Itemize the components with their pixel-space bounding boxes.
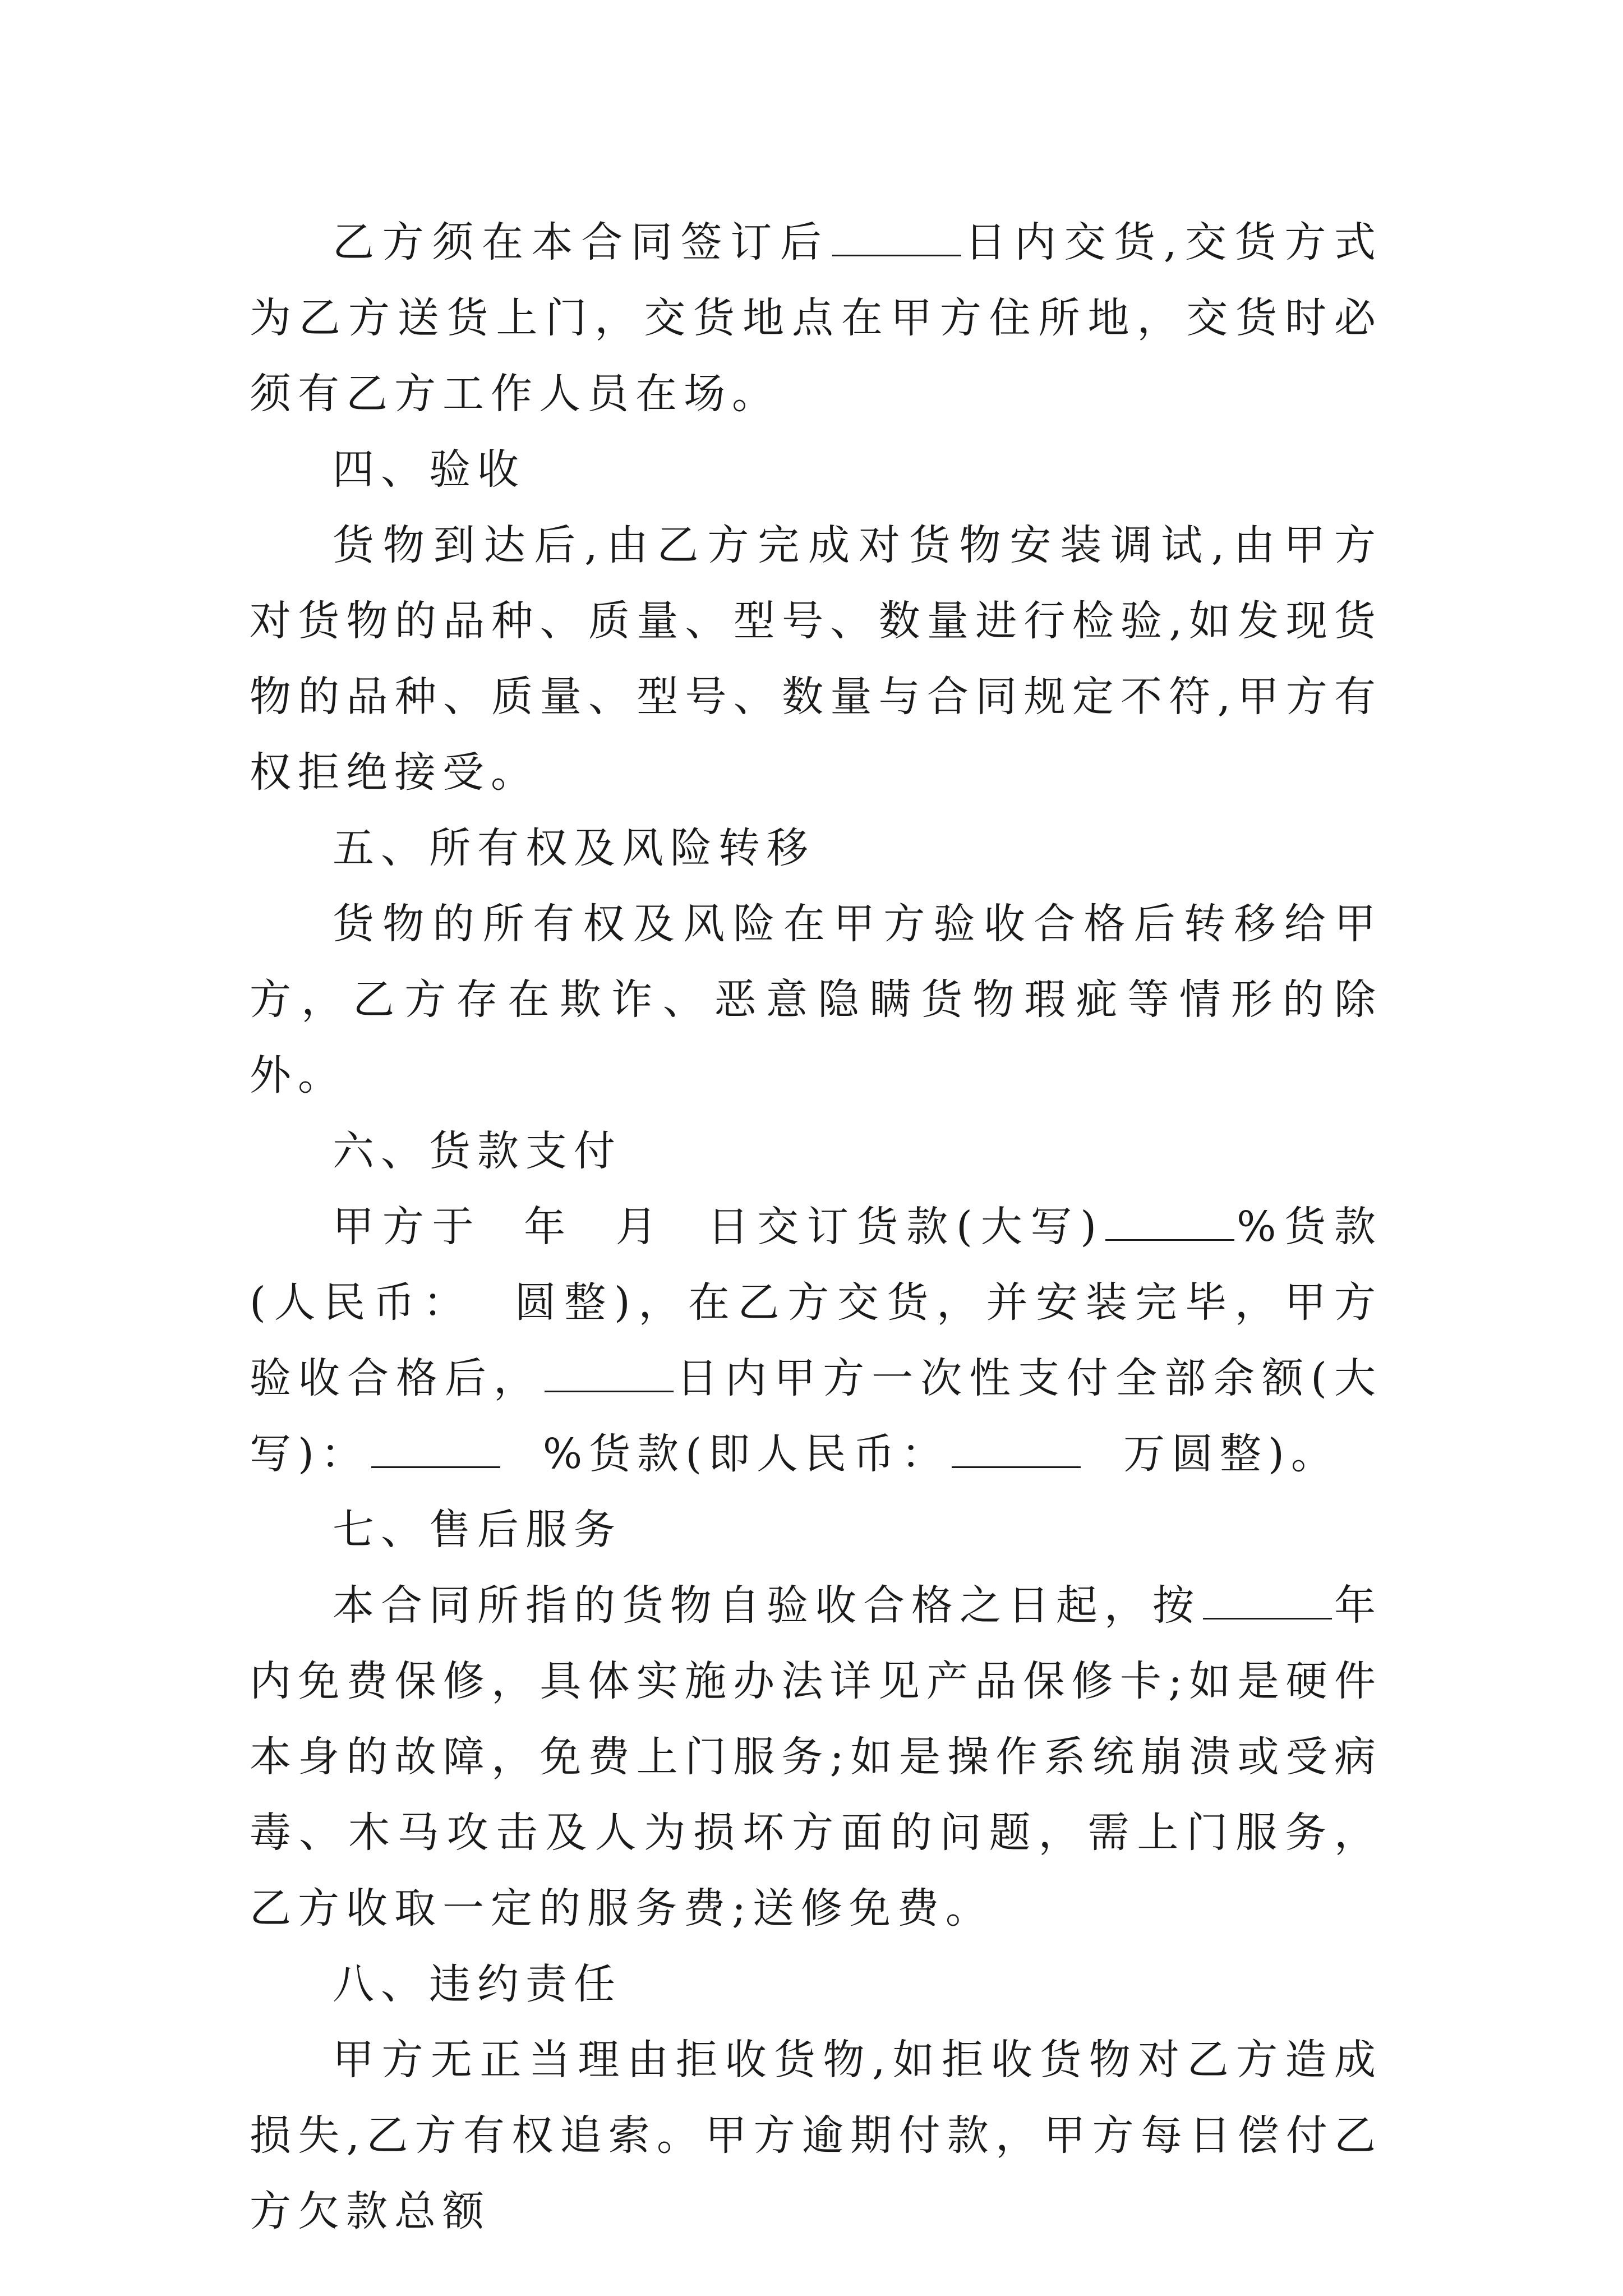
acceptance-paragraph: 货物到达后,由乙方完成对货物安装调试,由甲方对货物的品种、质量、型号、数量进行检验,如发现货物的品种、质量、型号、数量与合同规定不符,甲方有权拒绝接受。 bbox=[250, 521, 1382, 797]
payment-month-label: 月 bbox=[614, 1203, 666, 1251]
payment-text-9: 万圆整)。 bbox=[1123, 1430, 1339, 1478]
delivery-paragraph bbox=[250, 205, 1382, 432]
balance-amount-blank[interactable] bbox=[952, 1423, 1081, 1468]
delivery-days-blank[interactable] bbox=[832, 211, 961, 256]
payment-text-7: 日内甲方一次性支付全部余额(大写)： bbox=[250, 1354, 1383, 1478]
liability-paragraph: 甲方无正当理由拒收货物,如拒收货物对乙方造成损失,乙方有权追索。甲方逾期付款，甲方每日偿付乙方欠款总额 bbox=[250, 2036, 1382, 2235]
contract-text bbox=[250, 205, 1382, 2249]
payment-text-1: 甲方于 bbox=[333, 1203, 482, 1251]
balance-percent-blank[interactable] bbox=[371, 1423, 500, 1468]
liability-heading: 八、违约责任 bbox=[333, 1960, 622, 2008]
delivery-text-2: 日内交货,交货方式为乙方送货上门，交货地点在甲方住所地，交货时必须有乙方工作人员在场。 bbox=[250, 218, 1382, 418]
ownership-heading: 五、所有权及风险转移 bbox=[333, 824, 815, 872]
payment-text-4: 日交订货款(大写) bbox=[706, 1203, 1104, 1251]
warranty-years-blank[interactable] bbox=[1203, 1574, 1332, 1619]
delivery-text-1: 乙方须在本合同签订后 bbox=[333, 218, 830, 266]
acceptance-heading: 四、验收 bbox=[333, 445, 525, 494]
ownership-paragraph: 货物的所有权及风险在甲方验收合格后转移给甲方，乙方存在欺诈、恶意隐瞒货物瑕疵等情形的除外。 bbox=[250, 900, 1382, 1099]
after-sales-text-2: 年内免费保修，具体实施办法详见产品保修卡;如是硬件本身的故障，免费上门服务;如是操作系统崩溃或受病毒、木马攻击及人为损坏方面的问题，需上门服务，乙方收取一定的服务费;送修免费。 bbox=[250, 1581, 1382, 1932]
payment-text-8: %货款(即人民币： bbox=[542, 1430, 950, 1478]
payment-year-label: 年 bbox=[522, 1203, 574, 1251]
after-sales-heading: 七、售后服务 bbox=[333, 1506, 622, 1554]
payment-text-5: %货款(人民币： bbox=[250, 1203, 1382, 1327]
after-sales-text-1: 本合同所指的货物自验收合格之日起，按 bbox=[333, 1581, 1201, 1630]
deposit-percent-blank[interactable] bbox=[1105, 1195, 1234, 1241]
payment-paragraph bbox=[250, 1189, 1382, 1492]
payment-text-6: 圆整)，在乙方交货，并安装完毕，甲方验收合格后， bbox=[250, 1278, 1382, 1402]
after-sales-paragraph bbox=[250, 1568, 1382, 1947]
balance-days-blank[interactable] bbox=[545, 1347, 674, 1392]
payment-heading: 六、货款支付 bbox=[333, 1127, 622, 1175]
